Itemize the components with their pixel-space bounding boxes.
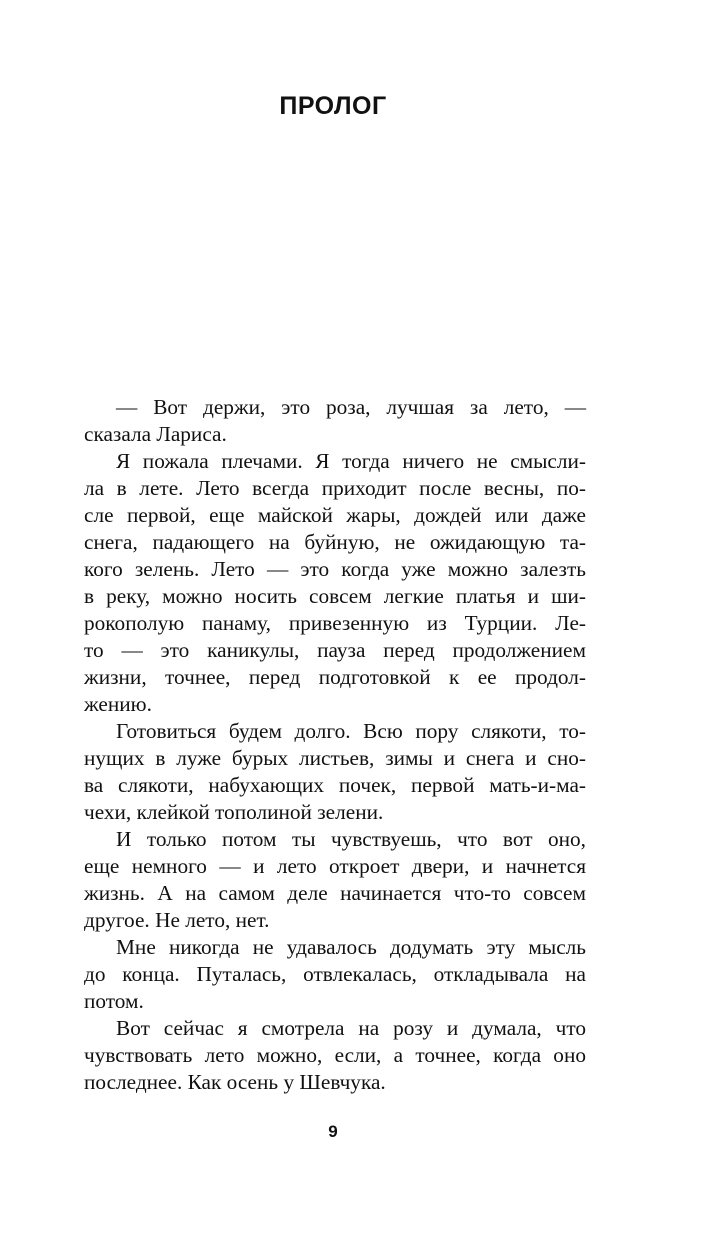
text-line: снега, падающего на буйную, не ожидающую та- [84, 530, 586, 554]
paragraph [84, 1015, 586, 1096]
text-line: ла в лете. Лето всегда приходит после весны, по- [84, 476, 586, 500]
text-line: другое. Не лето, нет. [84, 908, 270, 932]
text-line: Готовиться будем долго. Всю пору слякоти, то- [116, 719, 586, 743]
paragraph [84, 718, 586, 826]
body-text [84, 394, 586, 1096]
chapter-title: ПРОЛОГ [279, 92, 387, 120]
page-number: 9 [328, 1122, 338, 1141]
text-line: И только потом ты чувствуешь, что вот оно, [116, 827, 586, 851]
text-line: сле первой, еще майской жары, дождей или даже [84, 503, 586, 527]
text-line: — Вот держи, это роза, лучшая за лето, — [116, 395, 586, 419]
text-line: последнее. Как осень у Шевчука. [84, 1070, 386, 1094]
text-line: то — это каникулы, пауза перед продолжением [84, 638, 586, 662]
text-line: до конца. Путалась, отвлекалась, откладывала на [84, 962, 586, 986]
text-line: рокополую панаму, привезенную из Турции. Ле- [84, 611, 586, 635]
text-line: еще немного — и лето откроет двери, и начнется [84, 854, 586, 878]
text-line: потом. [84, 989, 144, 1013]
text-line: Мне никогда не удавалось додумать эту мысль [116, 935, 586, 959]
text-line: жизнь. А на самом деле начинается что-то совсем [84, 881, 586, 905]
text-line: кого зелень. Лето — это когда уже можно залезть [84, 557, 586, 581]
text-line: ва слякоти, набухающих почек, первой мать-и-ма- [84, 773, 586, 797]
paragraph [84, 934, 586, 1015]
text-line: Вот сейчас я смотрела на розу и думала, что [116, 1016, 586, 1040]
text-line: Я пожала плечами. Я тогда ничего не смысли- [116, 449, 586, 473]
text-line: чехи, клейкой тополиной зелени. [84, 800, 384, 824]
text-line: чувствовать лето можно, если, а точнее, когда оно [84, 1043, 586, 1067]
paragraph [84, 826, 586, 934]
text-line: жизни, точнее, перед подготовкой к ее продол- [84, 665, 586, 689]
text-line: сказала Лариса. [84, 422, 227, 446]
text-line: в реку, можно носить совсем легкие платья и ши- [84, 584, 586, 608]
paragraph [84, 448, 586, 718]
text-line: жению. [84, 692, 152, 716]
paragraph [84, 394, 586, 448]
text-line: нущих в луже бурых листьев, зимы и снега и сно- [84, 746, 586, 770]
